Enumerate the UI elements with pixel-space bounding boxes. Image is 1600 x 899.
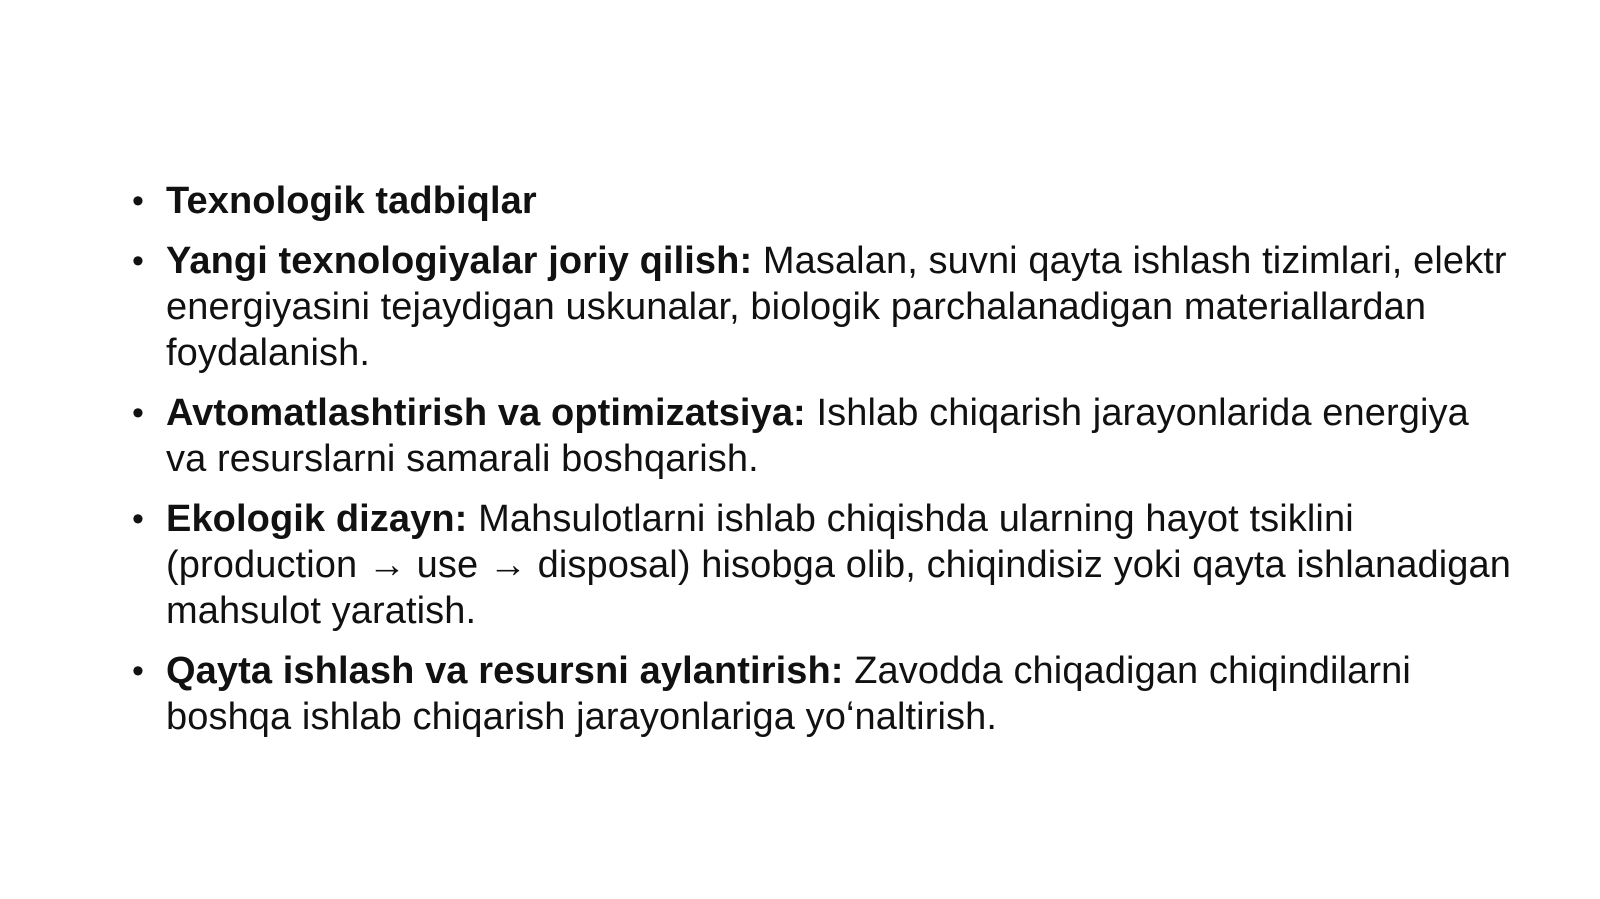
- slide-content: [132, 178, 1512, 754]
- bullet-item: [132, 648, 1512, 740]
- bullet-item: [132, 390, 1512, 482]
- bullet-text: Zavodda chiqadigan chiqindilarni boshqa ishlab chiqarish jarayonlariga yoʻnaltirish.: [166, 650, 1411, 738]
- bullet-term: Yangi texnologiyalar joriy qilish:: [166, 240, 753, 282]
- bullet-item: [132, 178, 1512, 224]
- bullet-term: Qayta ishlash va resursni aylantirish:: [166, 650, 844, 692]
- bullet-text: Ishlab chiqarish jarayonlarida energiya va resurslarni samarali boshqarish.: [166, 392, 1469, 480]
- bullet-list: [132, 178, 1512, 740]
- bullet-item: [132, 496, 1512, 634]
- bullet-text: Mahsulotlarni ishlab chiqishda ularning hayot tsiklini (production → use → disposal) hisobga olib, chiqindisiz yoki qayta ishlanadigan mahsulot yaratish.: [166, 498, 1511, 632]
- bullet-term: Texnologik tadbiqlar: [166, 180, 537, 222]
- bullet-term: Avtomatlashtirish va optimizatsiya:: [166, 392, 806, 434]
- bullet-text: Masalan, suvni qayta ishlash tizimlari, elektr energiyasini tejaydigan uskunalar, biologik parchalanadigan materiallardan foydalanish.: [166, 240, 1507, 374]
- bullet-item: [132, 238, 1512, 376]
- bullet-term: Ekologik dizayn:: [166, 498, 468, 540]
